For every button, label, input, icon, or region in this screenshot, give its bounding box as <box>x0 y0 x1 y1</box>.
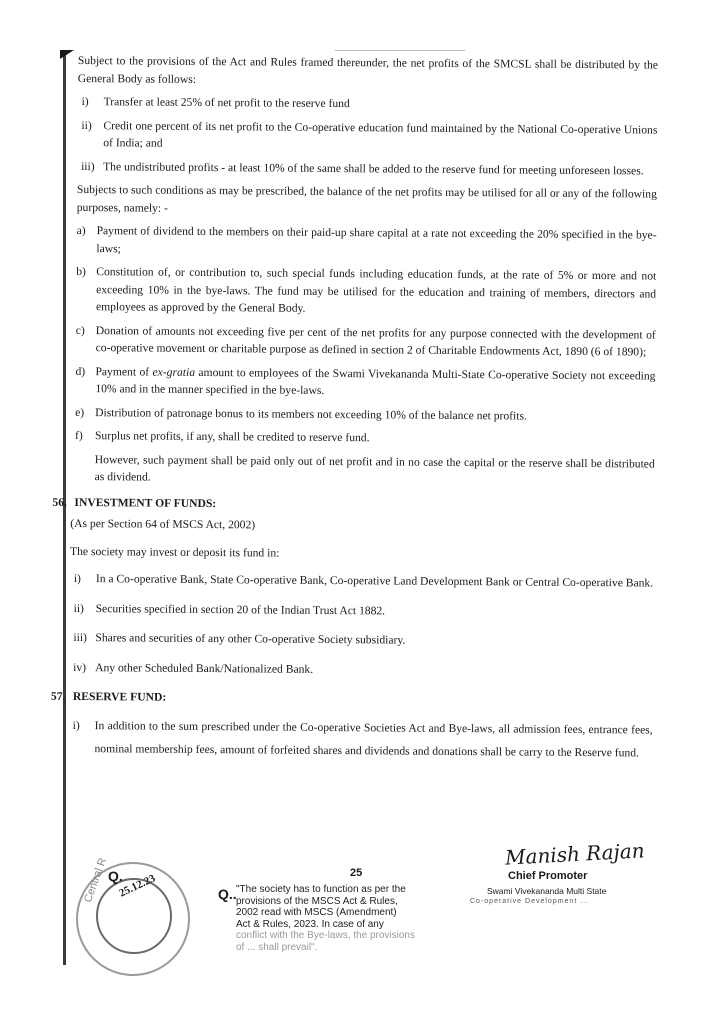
list-item-text: Any other Scheduled Bank/Nationalized Bank. <box>95 660 314 676</box>
list-marker: iii) <box>81 159 95 173</box>
section-56-subtitle: (As per Section 64 of MSCS Act, 2002) <box>70 516 256 532</box>
list-item-text: Credit one percent of its net profit to the Co-operative education fund maintained by the National Co-operative Unions of India; and <box>103 118 658 150</box>
note-line: provisions of the MSCS Act & Rules, <box>236 895 398 907</box>
list-marker: c) <box>75 323 85 337</box>
list-item-text: In addition to the sum prescribed under the Co-operative Societies Act and Bye-laws, all admission fees, entrance fees, nominal membership fees, amount of forfeited shares and dividends and donations shall be carry to the Reserve fund. <box>94 718 653 759</box>
stamp-initial-mark: Q. <box>108 868 123 884</box>
stamp-date: 25.12.23 <box>117 872 158 900</box>
purposes-list <box>75 222 657 449</box>
profits-intro: Subject to the provisions of the Act and Rules framed thereunder, the net profits of the SMCSL shall be distributed by the General Body as follows: <box>77 53 658 86</box>
note-line: "The society has to function as per the <box>236 884 406 895</box>
signatory-title: Chief Promoter <box>508 870 588 882</box>
section-title: INVESTMENT OF FUNDS: <box>74 495 217 510</box>
regulatory-note <box>236 884 451 953</box>
list-item <box>82 93 658 115</box>
closing-note: However, such payment shall be paid only out of net profit and in no case the capital or the reserve shall be distributed as dividend. <box>94 452 655 484</box>
list-item <box>76 263 656 320</box>
page-corner-mark <box>60 50 74 59</box>
list-marker: i) <box>81 95 89 109</box>
list-item <box>72 713 652 764</box>
note-line: of ... shall prevail". <box>236 941 318 953</box>
reserve-fund-list <box>72 713 652 764</box>
list-marker: i) <box>72 718 80 732</box>
list-item-text: Constitution of, or contribution to, such special funds including education funds, at the rate of 5% or more and not exceeding 10% in the bye-laws. The fund may be utilised for the education and training of members, directors and employees as approved by the General Body. <box>95 265 657 315</box>
list-marker: f) <box>74 428 83 443</box>
list-marker: iv) <box>73 660 87 674</box>
document-body <box>50 52 658 770</box>
list-item-text: In a Co-operative Bank, State Co-operative Bank, Co-operative Land Development Bank or Central Co-operative Bank. <box>95 572 654 590</box>
list-item-text: Shares and securities of any other Co-operative Society subsidiary. <box>95 631 406 647</box>
list-item <box>81 158 657 180</box>
list-item <box>81 117 657 157</box>
note-initial-mark: Q.. <box>218 886 237 902</box>
page-number: 25 <box>350 867 363 879</box>
section-number: 56. <box>52 495 68 509</box>
investment-list <box>73 570 654 681</box>
list-item <box>74 599 654 621</box>
list-item <box>75 427 655 449</box>
list-item-text: Donation of amounts not exceeding five per cent of the net profits for any purpose connected with the development of co-operative movement or charitable purpose as defined in section 2 of Charitable Endowments Act, 1890 (6 of 1890); <box>95 323 656 359</box>
list-item-text <box>95 363 655 402</box>
list-item <box>74 570 654 592</box>
list-item-text: The undistributed profits - at least 10% of the same shall be added to the reserve fund for meeting unforeseen losses. <box>103 159 644 177</box>
list-item-text: Distribution of patronage bonus to its members not exceeding 10% of the balance net profits. <box>95 405 527 423</box>
list-item <box>76 222 656 262</box>
scan-artifact-line <box>335 50 465 51</box>
text-segment: Payment of <box>95 364 153 379</box>
stamp-label: Central R <box>82 856 110 905</box>
list-item-text: Transfer at least 25% of net profit to the reserve fund <box>103 95 350 111</box>
list-marker: a) <box>76 223 86 238</box>
list-marker: b) <box>76 264 86 279</box>
note-line: conflict with the Bye-laws, the provisions <box>236 930 415 941</box>
note-line: 2002 read with MSCS (Amendment) <box>236 907 397 918</box>
list-marker: ii) <box>81 118 92 132</box>
profit-distribution-list <box>77 93 658 180</box>
section-56-intro: The society may invest or deposit its fund in: <box>70 544 280 560</box>
list-marker: e) <box>75 405 85 419</box>
list-marker: ii) <box>73 601 84 615</box>
list-item <box>75 362 655 402</box>
list-marker: iii) <box>73 630 87 645</box>
signatory-organization: Swami Vivekananda Multi State <box>487 886 607 896</box>
list-item <box>73 658 653 680</box>
signatory-organization-line2: Co-operative Development ... <box>470 898 590 905</box>
list-item <box>76 321 656 361</box>
balance-intro: Subjects to such conditions as may be prescribed, the balance of the net profits may be utilised for all or any of the following purposes, namely: - <box>76 182 657 215</box>
list-item-text: Surplus net profits, if any, shall be credited to reserve fund. <box>94 429 370 445</box>
note-line: Act & Rules, 2023. In case of any <box>236 918 384 930</box>
list-item-text: Payment of dividend to the members on their paid-up share capital at a rate not exceeding the 20% specified in the bye-laws; <box>96 224 657 255</box>
section-title: RESERVE FUND: <box>72 689 167 704</box>
section-56-heading <box>52 493 654 515</box>
list-item <box>75 403 655 425</box>
text-segment: amount to employees of the Swami Vivekananda Multi-State Co-operative Society not exceeding 10% and in the manner specified in the bye-laws. <box>95 365 656 397</box>
signature: Manish Rajan <box>504 838 646 870</box>
section-number: 57. <box>50 689 66 703</box>
section-57-heading <box>51 688 653 710</box>
list-item <box>73 629 653 651</box>
list-marker: i) <box>73 571 82 586</box>
italic-term: ex-gratia <box>152 365 196 379</box>
list-item-text: Securities specified in section 20 of the Indian Trust Act 1882. <box>95 601 386 617</box>
list-marker: d) <box>75 364 86 378</box>
